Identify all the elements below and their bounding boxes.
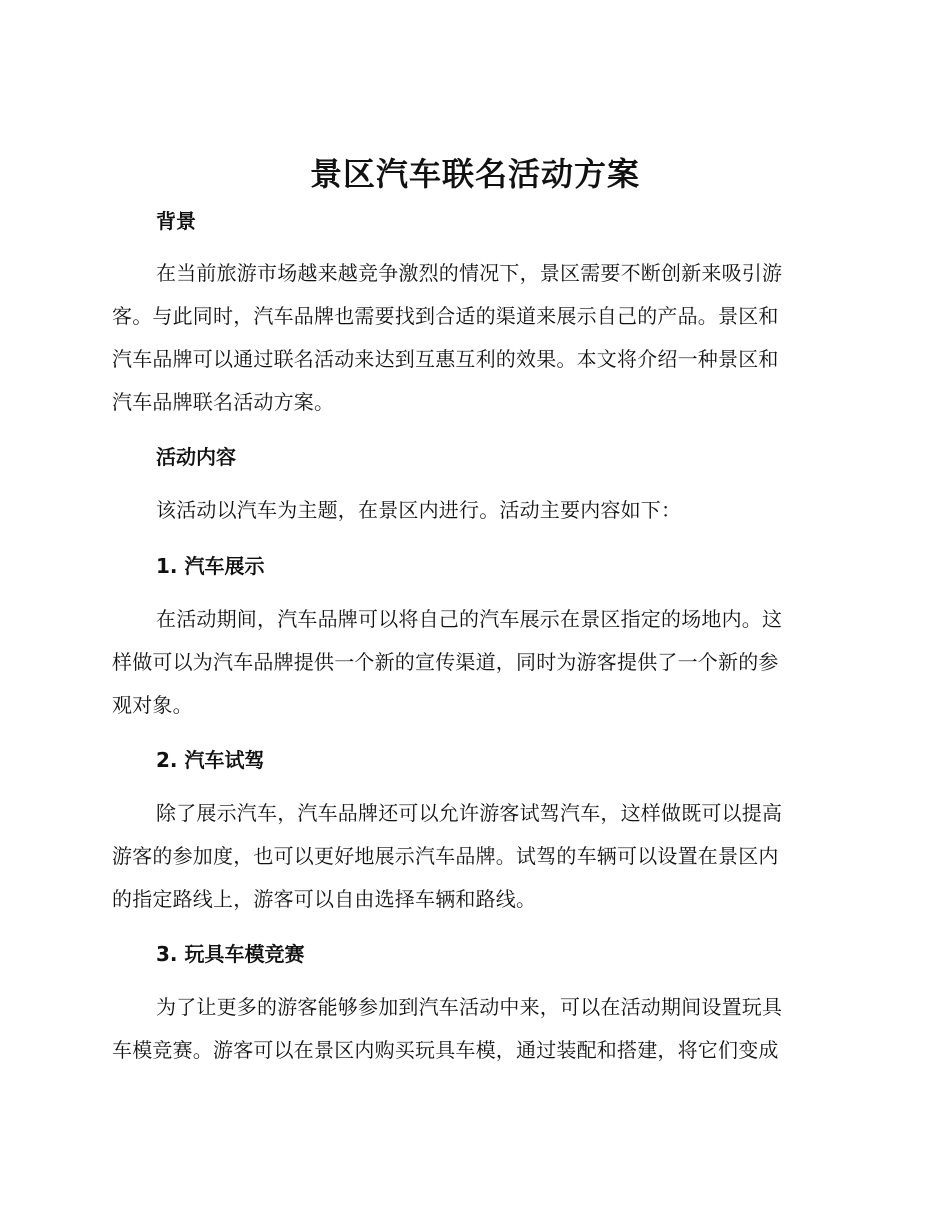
paragraph-background [112, 252, 832, 424]
paragraph-line: 样做可以为汽车品牌提供一个新的宣传渠道，同时为游客提供了一个新的参 [112, 650, 779, 674]
paragraph-line: 为了让更多的游客能够参加到汽车活动中来，可以在活动期间设置玩具 [156, 995, 783, 1019]
paragraph-car-display [112, 598, 832, 727]
section-heading-test-drive: 2. 汽车试驾 [156, 748, 265, 772]
paragraph-line: 在当前旅游市场越来越竞争激烈的情况下，景区需要不断创新来吸引游 [156, 261, 783, 285]
section-heading-toy-car-contest: 3. 玩具车模竞赛 [156, 942, 305, 966]
section-heading-activity: 活动内容 [156, 445, 236, 469]
paragraph-line: 的指定路线上，游客可以自由选择车辆和路线。 [112, 887, 537, 911]
section-heading-background: 背景 [156, 209, 196, 233]
paragraph-line: 观对象。 [112, 693, 193, 717]
document-title: 景区汽车联名活动方案 [309, 155, 640, 193]
paragraph-test-drive [112, 792, 832, 921]
paragraph-toy-car-contest [112, 986, 832, 1072]
section-heading-car-display: 1. 汽车展示 [156, 554, 265, 578]
paragraph-line: 游客的参加度，也可以更好地展示汽车品牌。试驾的车辆可以设置在景区内 [112, 844, 779, 868]
paragraph-line: 汽车品牌联名活动方案。 [112, 390, 335, 414]
paragraph-line: 除了展示汽车，汽车品牌还可以允许游客试驾汽车，这样做既可以提高 [156, 801, 783, 825]
paragraph-line: 客。与此同时，汽车品牌也需要找到合适的渠道来展示自己的产品。景区和 [112, 304, 779, 328]
paragraph-activity [112, 489, 832, 532]
paragraph-line: 在活动期间，汽车品牌可以将自己的汽车展示在景区指定的场地内。这 [156, 607, 783, 631]
paragraph-line: 该活动以汽车为主题，在景区内进行。活动主要内容如下： [156, 498, 682, 522]
paragraph-line: 车模竞赛。游客可以在景区内购买玩具车模，通过装配和搭建，将它们变成 [112, 1038, 779, 1062]
paragraph-line: 汽车品牌可以通过联名活动来达到互惠互利的效果。本文将介绍一种景区和 [112, 347, 779, 371]
